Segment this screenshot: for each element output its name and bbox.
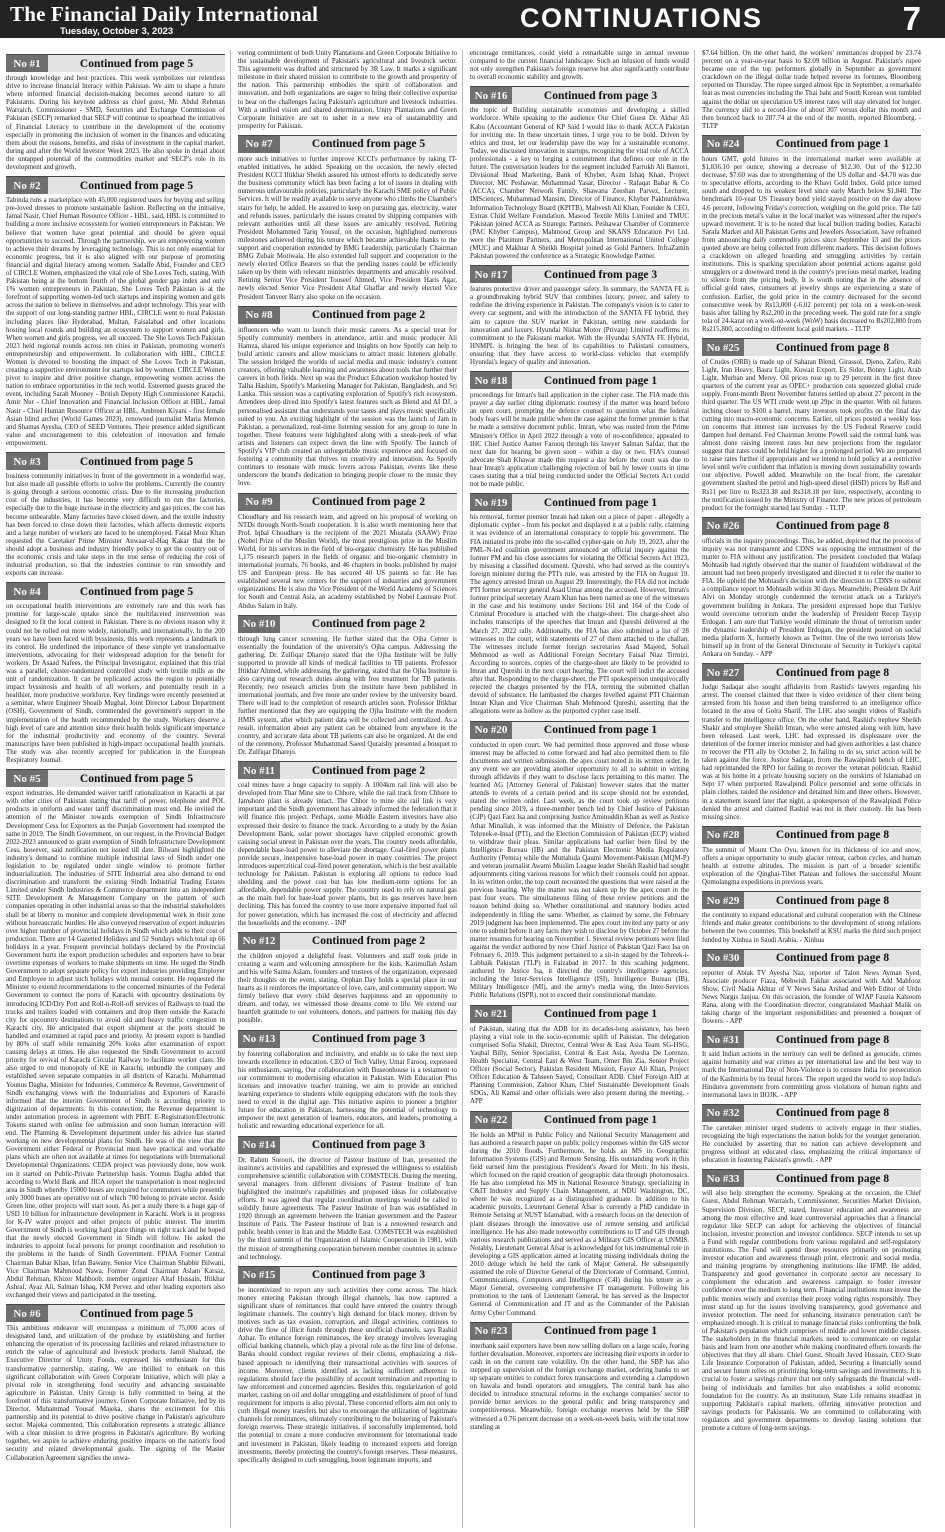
continuation-header bbox=[470, 721, 689, 739]
article-body: coal mines have a huge capacity to supply. A 1004km rail link will also be developed from Thar Mine site to Chhore, while the rail track from Chhore to Jamshoro plant is already intact. The Chhor to mine site rail link is very important and the Sindh government has already informed the federation that it will finance this project. Perhaps, some Middle Eastern investors have also expressed their desire to finance the track. According to a study by the Asian Development Bank, solar power shortages have crippled economic growth causing social unrest in Pakistan over the years. The country needs affordable, dependable base-load power to alleviate the shortage. Coal-fired power plants provide secure, inexpensive base-load power in many countries. The project introduces supercritical coal-fired power generation, which is the best available technology for Pakistan. Pakistan is exploring all options to reduce load shedding and the power cost but has low medium-term options for an affordable, dependable power supply. The country used to rely on natural gas as the main fuel for base-load power plants, but its gas reserves have been declining. This has forced the country to use more expensive imported fuel oil for power generation, which has increased the cost of electricity and affected the households and the economy. - INP bbox=[238, 782, 457, 927]
column-2 bbox=[238, 50, 457, 1528]
continuation-article bbox=[238, 932, 457, 1026]
article-body: the continuity to expand educational and cultural cooperation with the Chinese friends and make greater contributions to the development of strong relations between the two countries. This bookshelf at KSU marks the third such project funded by Xinhua in Saudi Arabia. - Xinhua bbox=[702, 912, 921, 944]
column-4 bbox=[702, 50, 921, 1528]
continuation-label: Continued from page 8 bbox=[744, 1170, 921, 1187]
article-body: vering commitment of both Unity Plantations and Green Corporate Initiative to the sustainable development of Pakistan's agricultural and livestock sector. This agreement was drafted and structured by 3R Law. It marks a significant milestone in their shared mission to contribute to the growth and prosperity of the nation. This partnership embodies the spirit of collaboration and innovation, and both organizations are eager to bring their collective expertise to bear on the challenges facing Pakistan's agriculture and livestock industries. With a unified vision and shared determination, Unity Plantations and Green Corporate Initiative are set to usher in a new era of sustainability and prosperity for Pakistan. bbox=[238, 50, 457, 130]
article-body: his removal, former premier Imran had taken out a piece of paper - allegedly a diplomatic cypher - from his pocket and displayed it at a public rally, claiming it was evidence of an international conspiracy to topple his government. The FIA initiated its probe into the so-called cypher-gate on July 19, 2023, after the PML-N-led coalition government announced an official inquiry against the former PM and his close associates for violating the Official Secrets Act 1923, by misusing a classified document. Qureshi, who had served as the country's foreign minister during the PTI's rule, was arrested by the FIA on August 19. The agency arrested Imran on August 29. Interestingly, the FIA did not include PTI former secretary general Asad Umar among the accused. However, Imran's former principal secretary Azam Khan has been named as one of the witnesses in the case and his testimony under Sections 161 and 164 of the Code of Criminal Procedure is attached with the charge-sheet. The charge-sheet also includes transcripts of the speeches that Imran and Qureshi delivered at the March 27, 2022 rally. Additionally, the FIA has also submitted a list of 28 witnesses to the court, with statements of 27 of them attached to the challan. The witnesses include former foreign secretaries Asad Majeed, Sohail Mehmood as well as Additional Foreign Secretary Faisal Niaz Tirmizi. According to sources, copies of the charge-sheet are likely to be provided to Imran and Qureshi in the next court hearing. The court will indict the accused after that. Responding to the charge-sheet, the PTI spokesperson unequivocally rejected the charges presented by the FIA, terming the submitted challan devoid of substance. He lambasted the charges levelled against PTI Chairman Imran Khan and Vice Chairman Shah Mehmood Qureshi, asserting that the allegations were as hollow as the purported cypher case itself. bbox=[470, 514, 689, 716]
continuation-article bbox=[6, 176, 225, 448]
article-body: the children enjoyed a delightful feast. Volunteers and staff took pride in creating a warm and welcoming atmosphere for the kids. Karimullah Aslam and his wife Saima Aslam, founders and trustees of the organization, expressed their thoughts on the event, stating, Orphan Day holds a special place in our hearts as it reinforces the importance of love, care, and community support. We firmly believe that every child deserves happiness and an opportunity to dream, and today, we witnessed those dreams come to life. We extend our heartfelt gratitude to our volunteers, donors, and partners for making this day possible. bbox=[238, 952, 457, 1025]
article-body: encourage remittances, could yield a remarkable surge in annual revenue compared to the current financial landscape. Such an infusion of funds would not only strengthen Pakistan's foreign reserve but also significantly contribute to overall economic stability and growth. bbox=[470, 50, 689, 82]
newspaper-title: The Financial Daily International bbox=[10, 2, 319, 26]
continuation-article bbox=[702, 50, 921, 131]
continuation-header bbox=[470, 265, 689, 283]
continuation-label: Continued from page 5 bbox=[48, 177, 225, 194]
article-body: Dr. Rahim Soroori, the director of Pasteur Institute of Iran, presented the institute's activities and capabilities and expressed the willingness to establish comprehensive scientific collaboration with COMSTECH. During the meeting, several managers from different divisions of Pasteur Institute of Iran highlighted the institute's capabilities and proposed ideas for collaborative efforts. It was agreed that regular coordination meetings would be called to solidify future agreements. The Pasteur Institute of Iran was established in 1920 through an agreement between the Iranian government and the Pasteur Institute of Paris. The Pasteur Institute of Iran is a renowned research and public health center in Iran and the Middle East. COMSTECH was established by the third summit of the Organization of Islamic Cooperation in 1981, with the mission of strengthening cooperation between member countries in science and technology. bbox=[238, 1156, 457, 1261]
continuation-number: No #32 bbox=[702, 1105, 744, 1122]
article-body: on occupational health interventions are extremely rare and this work has promise for large-scale uptake since the multifaceted intervention was designed to fit the local context in Pakistan. There is no obvious reason why it could not be rolled out more widely, nationally, and internationally. In the 200 years we have been faced with byssinosis, this work represents a landmark in its control. He underlined the importance of these simple yet transformative interventions, advocating for their widespread adoption for the benefit for workers. Dr Asaad Nafees, the Principal Investigator, explained that this trial was a parallel, cluster-randomized controlled study with textile mills as the unit of randomization. It can be replicated across the region to potentially impact byssinosis and health of all workers, and potentially result in a healthier, more productive workforce. Key findings were recently presented at a seminar, where Engineer Shoaib Mughal, Joint Director Labour Department (OSH), Government of Sindh, commended the government's support in the implementation of the health recommended by the study. Workers deserve a high level of care and attention since their health holds significant importance for the industrial productivity and economy of the country. Several manuscripts have been published in high-impact occupational health journals. The study was also recently accepted for publication in the European Respiratory Journal. bbox=[6, 603, 225, 765]
continuation-label: Continued from page 5 bbox=[48, 1305, 225, 1322]
article-body: Choudhary and his research team, and agreed on his proposal of working on NTDs through North-South cooperation. It is also worth mentioning here that Prof. Iqbal Choudhary is the recipient of the 2021 Mustafa (SAAW) Prize (Nobel Prize of the Muslim World), the most prestigious prize in the Muslim World, for his services in the field of bio-organic chemistry. He has published 1,175 research papers in the fields of organic and bio-organic chemistry in international journals, 76 books, and 46 chapters in books published by major US and European press. He has secured 40 US patents so far. He has established several new centers for the support of industries and government organizations. He is also the Vice President of the World Academy of Sciences for South and Central Asia, an academy established by Nobel Laureate Prof. Abdus Salam in Italy. bbox=[238, 513, 457, 610]
column-divider bbox=[230, 50, 231, 1528]
continuation-number: No #6 bbox=[6, 1305, 48, 1322]
continuation-label: Continued from page 2 bbox=[280, 762, 457, 779]
continuation-article bbox=[702, 1104, 921, 1165]
continuation-number: No #27 bbox=[702, 664, 744, 681]
article-body: Tabinda runs a marketplace with 45,000 registered users for buying and selling pre-loved dresses to promote sustainable fashion. Reflecting on the initiative, Jamal Nasir, Chief Human Resource Officer - HBL, said, HBL is committed to building a more inclusive ecosystem for women entrepreneurs in Pakistan. We believe that women have great potential and should be given equal opportunities to succeed. Through the partnership, we are empowering women to achieve their dreams by leveraging technology. This is not only essential for economic progress, but it is also aligned with our purpose of promoting financial and digital literacy among women. Sadaffe Abid, Founder and CEO of CIRCLE Women, emphasized the vital role of She Loves Tech, stating, With Pakistan being at the bottom fourth of the global gender gap index and only 1% women entrepreneurs in Pakistan, She Loves Tech Pakistan is at the forefront of supporting women-led tech startups and inspiring women and girls across the nation to believe in themselves and adopt technology. This year with the support of our long-standing partner HBL, CIRCLE went to rural Pakistan including places like Hyderabad, Multan, Faisalabad and other locations hosting local rounds and building an ecosystem to support women and girls. When women and girls progress, we all succeed. The She Loves Tech Pakistan 2023 held regional rounds across ten cities in Pakistan, promoting women's entrepreneurship and empowerment. In collaboration with HBL, CIRCLE Women is devoted to boosting the impact of She Loves Tech in Pakistan, creating a supportive environment for startups led by women. CIRCLE Women pivot to inspire and drive positive change, empowering women across the nation to embrace opportunities in the tech world. Esteemed guests graced the event, including Sarah Mooney - British Deputy High Commissioner Karachi, Amir Nur - Chief Innovation and Financial Inclusion Officer at HBL, Jamal Nasir - Chief Human Resource Officer at HBL, Ambreen Kiyani - first female Asian blind archer (World Games 2023), renowned journalist Maria Memon and Shamas Ayesha, CEO of SEED Ventures. Their presence added significant value and encouragement to this celebration of innovation and female empowerment. bbox=[6, 197, 225, 447]
continuation-header bbox=[470, 86, 689, 104]
continuation-header bbox=[702, 949, 921, 967]
continuation-number: No #23 bbox=[470, 1323, 512, 1340]
continuation-label: Continued from page 1 bbox=[512, 1006, 689, 1023]
article-body: through knowledge and best practices. This week symbolizes our relentless drive to increase financial literacy within Pakistan. We aim to shape a future where informed financial decision-making becomes second nature to all Pakistanis. During his keynote address as chief guest, Mr. Abdul Rehman Warraich, Commissioner - SMD, Securities and Exchange Commission of Pakistan (SECP) remarked that SECP will continue to spearhead the initiatives of Financial Literacy to contribute in the development of the economy especially in promoting the inclusion of women in the finances and educating them about the reasons, benefits, and risks of investment in the capital market, during and after the World Investor Week 2023. He also spoke in detail about the untapped potential of the commodities market and SECP's role in its development and growth. bbox=[6, 75, 225, 172]
continuation-header bbox=[6, 176, 225, 194]
continuation-header bbox=[238, 1266, 457, 1284]
continuation-number: No #12 bbox=[238, 933, 280, 950]
continuation-number: No #7 bbox=[238, 136, 280, 153]
continuation-header bbox=[6, 582, 225, 600]
continuation-header bbox=[238, 1030, 457, 1048]
continuation-label: Continued from page 3 bbox=[280, 1137, 457, 1154]
continuation-number: No #33 bbox=[702, 1170, 744, 1187]
continuation-article bbox=[702, 1030, 921, 1100]
article-body: reporter of Abtak TV Ayesha Naz, reporter of Talon News Ayman Syed, Associate producer Fiaza, Mehwish Fakhar associated with Add Mahfooz Show, Civil Nadia Akhtar of V News Sana Arshad and Web Editor of Urdu News Nargis Janjua. On this occasion, the founder of WJAP Fauzia Kalsoom Rana, along with the Coordination director, congratulated Mashaal Malik on taking charge of the important responsibilities and presented a bouquet of flowers. - APP bbox=[702, 969, 921, 1026]
continuation-header bbox=[238, 135, 457, 153]
continuation-article bbox=[470, 493, 689, 716]
continuation-article bbox=[6, 769, 225, 1300]
continuation-number: No #20 bbox=[470, 722, 512, 739]
continuation-label: Continued from page 5 bbox=[280, 136, 457, 153]
continuation-article bbox=[470, 86, 689, 261]
article-body: He holds an MPhil in Public Policy and National Security Management and has authored a research paper on public policy responses within the GIS sector during the 2010 floods. Furthermore, he holds an MS in Geographic Information Systems (GIS) and Remote Sensing. His outstanding work in this field earned him the prestigious President's Award for Merit. In his thesis, which focused on the rapid creation of geographic data through photomosaics. He has also completed his MS in National Resource Strategy, specializing in C&IT Industry and Supply Chain Management, at NDU Washington, DC, where he was recognized as a distinguished graduate. In addition to his academic pursuits, Lieutenant General Afsar is currently a PhD candidate in Remote Sensing at NUST Islamabad, with a research focus on the detection of plant diseases through the innovative use of remote sensing and artificial intelligence. He has also made noteworthy contributions to IT and GIS through various research publications and served as a Military GIS Officer at UNMIS. Notably, Lieutenant General Afsar is acknowledged for his instrumental role in developing a GIS application aimed at locating missing individuals during the 2010 deluge which he held the rank of Major General. He subsequently assumed the role of Director General of the Directorate of Command, Control, Communications, Computers and Intelligence (C4I) during his tenure as a Major General, overseeing comprehensive IT management. Following his promotion to the rank of Lieutenant General, he has served as the Inspector General of Communication and IT and as the Commander of the Pakistan Army Cyber Command. bbox=[470, 1131, 689, 1317]
article-body: through lung cancer screening. He further stated that the Ojha Center is essentially the foundation of the university's Ojha campus. Addressing the gathering, Dr. Zulfiqar Dharejo stated that the Ojha Institute will be fully supported to provide all kinds of medical facilities to TB patients. Professor Iftikhar Ahmed, while addressing the gathering, stated that the Ojha Institute is also carrying out research duties along with free treatment for TB patients. Recently, two research articles from the institute have been published in international journals, and five more are under review by the university board. There will lead to the completion of research articles soon. Professor Iftikhar further mentioned that they are equipping the Ojha Institute with the modern HMIS system, after which patient data will be collected and centralized. As a result, information about any patient can be obtained from anywhere in the country, and accurate data about TB patients can also be organized. At the end of the ceremony, Professor Muhammad Saeed Quraishy presented a bouquet to Dr. Zulfiqar Dharejo. bbox=[238, 635, 457, 756]
article-body: The summit of Mount Cho Oyu, known for its thickness of ice and snow, offers a unique opportunity to study glacier retreat, carbon cycles, and human health at extreme altitudes. The mission is part of a broader scientific exploration of the Qinghai-Tibet Plateau and follows the successful Mount Qomolangma expeditions in previous years. bbox=[702, 846, 921, 887]
continuation-article bbox=[238, 50, 457, 131]
continuation-number: No #16 bbox=[470, 87, 512, 104]
continuation-article bbox=[702, 338, 921, 513]
continuation-article bbox=[702, 517, 921, 659]
article-body: features protective driver and passenger safety. In summary, the SANTA FE is a groundbreaking hybrid SUV that combines luxury, power, and safety to redefine the driving experience in Pakistan. The company's vision is to cater to every car segment, and with the introduction of the SANTA FE hybrid, they aim to capture the SUV market in Pakistan, setting new standards for innovation and luxury. Hyundai Nishat Motor (Private) Limited reaffirms its commitment to the Pakistani market. With the Hyundai SANTA FE Hybrid, HNMPL is bringing the best of its capabilities to Pakistani consumers, ensuring that they have access to world-class vehicles that exemplify Hyundai's legacy of quality and innovation. bbox=[470, 286, 689, 366]
continuation-label: Continued from page 3 bbox=[280, 1031, 457, 1048]
continuation-header bbox=[702, 1169, 921, 1187]
continuation-article bbox=[702, 135, 921, 334]
continuation-article bbox=[6, 54, 225, 172]
continuation-label: Continued from page 2 bbox=[280, 616, 457, 633]
continuation-label: Continued from page 8 bbox=[744, 1105, 921, 1122]
continuation-number: No #3 bbox=[6, 453, 48, 470]
continuation-label: Continued from page 1 bbox=[512, 1112, 689, 1129]
continuation-label: Continued from page 5 bbox=[48, 453, 225, 470]
article-body: of Crudes (ORB) is made up of Saharan Blend, Girassol, Djeno, Zafiro, Rabi Light, Iran Heavy, Basra Light, Kuwait Export, Es Sider, Bonny Light, Arab Light, Murban and Merey. Oil prices rose up to 29 percent in the first three quarters of the current year as OPEC+ production cuts squeezed global crude supply. Front-month Brent November futures settled up about 27 percent in the third quarter. The US WTI crude went up 29pc in the quarter. With oil futures inching closer to $100 a barrel, many investors took profits on the final day cutting into macro-economic concerns. Earlier, oil prices posted a weekly loss on concerns that interest rate increases by the US Federal Reserve could dampen fuel demand. Fed Chairman Jerome Powell said the central bank was almost done raising interest rates but new projections from the regulator suggest that rates could be held higher for a prolonged period. We are prepared to raise rates further if appropriate and we intend to hold policy at a restrictive level until we're confident that inflation is moving down sustainability towards our objective, Powell added. Meanwhile on the local front, the caretaker government slashed the petrol and high-speed diesel (HSD) prices by Rs8 and Rs11 per litre to Rs323.38 and Rs318.18 per litre, respectively, according to the notification issued by the Ministry of Finance. The new prices of petroleum product for the fortnight started last Sunday. - TLTP bbox=[702, 359, 921, 512]
continuation-article bbox=[238, 1136, 457, 1262]
continuation-article bbox=[238, 1266, 457, 1465]
continuation-label: Continued from page 8 bbox=[744, 518, 921, 535]
continuation-label: Continued from page 1 bbox=[512, 1323, 689, 1340]
continuation-article bbox=[238, 1030, 457, 1132]
continuation-header bbox=[702, 338, 921, 356]
continuation-header bbox=[702, 826, 921, 844]
continuation-article bbox=[470, 265, 689, 367]
continuation-number: No #13 bbox=[238, 1031, 280, 1048]
article-body: influencers who want to launch their music careers. As a special treat for Spotify community members in attendance, artist and music producer Ali Hamza, shared his unique experience and insights on how Spotify can help to build artistic careers and allow musicians to attract music listeners globally. The session bridged the worlds of social media and music industry's content creators, offering valuable learning and awareness about tools that further their careers in both fields. Next up was the Product Education workshop hosted by Talha Hashim, Spotify's Marketing Manager for Pakistan, Bangladesh, and Sri Lanka. This session was a captivating exploration of Spotify's rich ecosystem. Attendees deep dived into Spotify's latest features such as Blend and AI DJ, a personalised assistant that understands your tastes and plays music specifically suited to you. An exciting highlight of the session was the launch of Jam in Pakistan, a personalized, real-time listening session for any group to tune in together. These features were highlighted along with a sneak-peek of what artists and listeners can expect down the line with Spotify. The launch of Spotify's VIP club created an unforgettable music experience and focused on fostering a community that thrives on creativity and innovation. As Spotify continues to resonate with music lovers across Pakistan, events like these underscore the brand's dedication to bringing people closer to the music they love. bbox=[238, 326, 457, 488]
continuation-header bbox=[702, 663, 921, 681]
continuation-label: Continued from page 3 bbox=[512, 266, 689, 283]
section-title: CONTINUATIONS bbox=[520, 3, 763, 33]
continuation-number: No #4 bbox=[6, 583, 48, 600]
continuation-article bbox=[470, 371, 689, 489]
continuation-header bbox=[238, 761, 457, 779]
continuation-label: Continued from page 2 bbox=[280, 494, 457, 511]
continuation-header bbox=[6, 54, 225, 72]
continuation-label: Continued from page 1 bbox=[512, 722, 689, 739]
continuation-number: No #9 bbox=[238, 494, 280, 511]
continuation-label: Continued from page 8 bbox=[744, 950, 921, 967]
continuation-header bbox=[470, 371, 689, 389]
continuation-label: Continued from page 5 bbox=[48, 55, 225, 72]
continuation-header bbox=[702, 891, 921, 909]
continuation-number: No #21 bbox=[470, 1006, 512, 1023]
continuation-number: No #8 bbox=[238, 307, 280, 324]
continuation-article bbox=[702, 891, 921, 944]
column-divider bbox=[462, 50, 463, 1528]
article-body: the topic of Building sustainable economies and developing a skilled workforce. While speaking to the audience Our Chief Guest Dr. Akbar Ali Kabu (Accountant General of KP Said I would like to thank ACCA Pakistan for inviting me. In these uncertain times, I urge you to be bold. Driven by ethics and trust, let our leadership pave the way for a sustainable economy. Today, we discussed innovation in startups, recognizing the vital role of ACCA professionals - a key to forging a commitment that defines our role in the future. The conversation leaders for the segment included Farrukh Ali Bamori, Divisional Head Marketing, Bank of Khyber, Asim Ishaq Khan, Project Director, MC Peshawar, Muhammad Yasar, Director - Rafaqat Babar & Co (ACCA), Chamber Network Family, Shawana Zeeshan Parvez, Lecturer, IMSciences, Muhammad Mansim, Director of Finance, Khyber Pakhtunkhwa Information Technology Board (KPITB), Mahvesh Ali Khan, Founder & CEO, Extras Child Welfare Foundation. Masood Textile Mills Limited and TMUC Pakistan joined ACCA as Strategic Partners. Peshawar Chamber of Commerce (PAC Khyber Campus), Mahmood Group and SKANS Education Pvt Ltd. were the Platinum Partners, and Metropolitan International United College (MUC) and Makhtar A Sheikh Hospital joined as Gold Partners. InfraZamin Pakistan powered the conference as a Strategic Knowledge Partner. bbox=[470, 107, 689, 261]
continuation-header bbox=[702, 1030, 921, 1048]
continuation-article bbox=[6, 452, 225, 578]
continuation-header bbox=[238, 306, 457, 324]
continuation-article bbox=[702, 663, 921, 822]
continuation-number: No #17 bbox=[470, 266, 512, 283]
continuation-number: No #29 bbox=[702, 892, 744, 909]
continuation-header bbox=[238, 1136, 457, 1154]
article-body: Judge Sadaqat also sought affidavits from Rashid's lawyers regarding his arrest. The counsel claimed that there is video evidence of their client being arrested from his house and then being transferred to an intelligence office located in the area of Golra Sharif. The LHC also sought videos of Rashid's transfer to the intelligence office. On the other hand, Rashid's nephew Sheikh Shakir and employee Sheikh Imran, who were arrested along with him, have been released. Last week, LHC had expressed its displeasure over the detention of the former interior minister and had given authorities a last chance to recover the PTI ally by October 2. In failing to do so, strict action will be taken against the force. Justice Sadaqat, from the Rawalpindi bench of LHC, had reprimanded the RPO for failing to recover the veteran politician. Rashid was at his home in a private housing society on the outskirts of Islamabad on Sept 17 when purported Rawalpindi Police personnel and some officials in plain clothes, raided the residence and detained him and three others. However, in a statement issued later that night, a spokesperson of the Rawalpindi Police denied the arrest and claimed Rashid was not in their custody. He has been missing since. bbox=[702, 684, 921, 821]
article-body: This ambitious endeavor will encompass a minimum of 75,000 acres of designated land, and utilization of the produce by establishing and further enhancing the operation of its processing facilities and related infrastructure to enrich the value of agricultural and livestock products. Jamil Shahzad, the Executive Director of Unity Foods, expressed his enthusiasm for this transformative partnership, stating, We are thrilled to embark on this significant collaboration with Green Corporate Initiative, which will play a pivotal role in strengthening food security and advancing sustainable agriculture in Pakistan. Unity Group is fully committed to being at the forefront of this transformative journey. Green Corporate Initiative, led by its Director, Muhammad Yousaf Majeka, shares the excitement for this partnership and its potential to drive positive change in Pakistan's agriculture sector. Majeka commented, This collaboration represents a strategic alliance with a clear mission to drive progress in Pakistan's agriculture. By working together, we aspire to achieve enduring positive impacts on the nation's food security and related developmental goals. The signing of the Master Collaboration Agreement signifies the unwa- bbox=[6, 1325, 225, 1462]
continuation-label: Continued from page 8 bbox=[744, 664, 921, 681]
column-3 bbox=[470, 50, 689, 1528]
article-body: will also help strengthen the economy. Speaking at the occasion, the Chief Guest, Abdul Rehman Warraich, Commissioner, Securities Market Division, Supervision Division, SECP, stated, Investor education and awareness are among the most effective and least controversial approaches that a financial regulator like SECP can adopt for achieving the objectives of financial inclusion, investor protection and investor confidence. SECP intends to set up a Fund with regular contributions from various regulated and self-regulatory institutions. The Fund will spend these resources primarily on promoting investor education and awareness through print, electronic and social media, and training programs by strengthening institutions like IFMP. He added, Transparency and good governance in corporate sector are necessary to complement the education and awareness campaign to foster investor confidence over the medium to long term. Financial institutions must invest the public monies wisely and exercise their proxy voting rights responsibly. They must stand up for the issues involving transparency, good governance and investor protection. The need for enhancing insurance penetration can't be emphasized enough. It is critical to manage financial risks confronting the bulk of Pakistan's population which comprises of middle and lower middle classes. The stakeholders in the financial markets need to communicate on regular basis and learn from one another while making coordinated efforts towards the objectives that they all share. Chief Guest, Shoaib Javed Hussain, CEO State Life Insurance Corporation of Pakistan, added, Securing a financially sound and secure future relies on prioritizing long-term savings and investments. It is crucial to foster a savings culture that not only safeguards the financial well-being of individuals and families but also establishes a solid economic foundation for the country. As an institution, State Life remains steadfast in supporting Pakistan's capital markets, offering innovative protection and savings products for Pakistanis. We are committed to collaborating with regulators and government departments to develop lasting solutions that promote a culture of long-term savings. bbox=[702, 1190, 921, 1433]
continuation-article bbox=[6, 582, 225, 765]
continuation-number: No #10 bbox=[238, 616, 280, 633]
continuation-number: No #31 bbox=[702, 1031, 744, 1048]
continuation-label: Continued from page 1 bbox=[512, 372, 689, 389]
article-body: of Pakistan, stating that the ADB for its decades-long assistance, has been playing a vital role in the socio-economic uplift of Pakistan. The delegation comprised Sofia Shakil, Director, Central West & East Asia Team SG-HSG, Yaqbal Billy, Senior Specialist, Central & East Asia, Ayesha De Lorenzo, Health Specialist, Central East & West Team, Omer Bin Zia, Senior Project Officer (Social Sector), Pakistan Resident Mission, Fayez Ali Khan, Project Officer Education & Tahseen Sayed, Consultant ADB. Chief Foreign AID at Planning Commission, Zahoor Khan, Chief Sustainable Development Goals SDGs, Ali Kamal and other officials were also present during the meeting. - APP bbox=[470, 1025, 689, 1106]
continuation-article bbox=[6, 1304, 225, 1463]
continuation-number: No #2 bbox=[6, 177, 48, 194]
continuation-header bbox=[238, 493, 457, 511]
continuation-article bbox=[238, 493, 457, 611]
continuation-label: Continued from page 3 bbox=[280, 1267, 457, 1284]
continuation-label: Continued from page 1 bbox=[512, 494, 689, 511]
continuation-label: Continued from page 8 bbox=[744, 1031, 921, 1048]
continuation-number: No #26 bbox=[702, 518, 744, 535]
continuation-label: Continued from page 8 bbox=[744, 339, 921, 356]
article-body: be incentivized to report any such activities they come across. The black money entering Pakistan through illegal channels, has now captured a significant share of remittances that could have entered the country through legitimate channels. The country's high demand for black money, driven by motives such as tax evasion, corruption, and illegal activities, continues to drive the flow of illicit funds through these unofficial channels, says Rashid Azhar. To enhance foreign remittances, the key strategy involves leveraging official banking channels, which play a pivotal role as the first line of defense. Banks should conduct regular reviews of their clients, emphasizing a risk-based approach to identifying their transactional activities with sources of income. Moreover, clients identified as lacking sufficient adherence to regulations should face the possibility of account termination and reporting to law enforcement and concerned agencies. Besides this, regularization of gold market, cashing on oil and dollar smuggling and establishment of proof of fund requirement for imports is also pivotal. These concerted efforts aim not only to curb illegal money transfers but also to encourage the utilization of legitimate channels for remittances, ultimately contributing to the bolstering of Pakistan's foreign reserves. These strategic initiatives, if successfully implemented, hold the potential to create a more conducive environment for international trade and investment in Pakistan, likely leading to increased exports and foreign investments, thereby protecting the country's foreign reserves. These measures, specifically designed to curb smuggling, boost legitimate imports, and bbox=[238, 1286, 457, 1464]
continuation-label: Continued from page 8 bbox=[744, 892, 921, 909]
continuation-label: Continued from page 2 bbox=[280, 933, 457, 950]
continuation-article bbox=[238, 615, 457, 757]
article-body: The caretaker minister urged students to actively engage in their studies, recognizing the high expectations the nation holds for the younger generation. He concluded by asserting that no nation can achieve development and progress without an educated class, emphasizing the critical importance of education in fostering Pakistan's growth. - APP bbox=[702, 1124, 921, 1165]
continuation-header bbox=[238, 932, 457, 950]
continuation-number: No #22 bbox=[470, 1112, 512, 1129]
page-number: 7 bbox=[902, 0, 921, 37]
continuation-number: No #19 bbox=[470, 494, 512, 511]
continuation-header bbox=[702, 1104, 921, 1122]
continuation-label: Continued from page 3 bbox=[512, 87, 689, 104]
continuation-header bbox=[470, 1322, 689, 1340]
article-body: by fostering collaboration and inclusivity, and enable us to take the next step towards excellence in education. CEO of Tech Valley, Umar Farooq, expressed his enthusiasm, saying, Our collaboration with Buseonhouse is a testament to our commitment to modernising education in Pakistan. With Education Plus licenses and innovative teacher training, we aim to provide an enriched learning experience to students while equipping educators with the tools they need to excel in the digital age. This initiative aspires to pioneer a brighter future for education in Pakistan, harnessing the potential of technology to empower the next generation of learners, educators, and leaders, promoting a holistic and rewarding educational experience for all. bbox=[238, 1050, 457, 1131]
continuation-article bbox=[702, 826, 921, 887]
continuation-article bbox=[470, 721, 689, 1001]
article-body: It said Indian actions in the territory can well be defined as genocide, crimes against humanity and war crimes as per international law and the best way to mark the International Day of Non-Violence is to censure India for persecution of the Kashmiris by its brutal forces. The report urged the world to stop India's Hindutva government from committing gross violations of human rights and international laws in IIOJK. - APP bbox=[702, 1051, 921, 1099]
continuation-article bbox=[238, 306, 457, 489]
continuation-article bbox=[702, 949, 921, 1027]
continuation-number: No #14 bbox=[238, 1137, 280, 1154]
continuation-number: No #11 bbox=[238, 762, 280, 779]
continuation-header bbox=[702, 135, 921, 153]
column-divider bbox=[694, 50, 695, 1528]
article-body: more such initiatives to further improve KCCI's performance by taking IT-enabled initiatives, he added. Speaking on the occasion, the newly elected President KCCI Iftikhar Sheikh assured his utmost efforts to dedicatedly serve the business community which has been facing a lot of issues in dealing with numerous unfavourable policies, particularly the Karachi SME policy of Public Services. It will be readily available to serve anyone who climbs the Chamber's stairs for help, he added. He assured to keep on pursuing gas, electricity, water and refunds issues, particularly the issues created by shipping companies with relevant authorities until all these issues are amicably resolved. Retiring President Mohammed Tariq Yousuf, on the occasion, highlighted numerous milestones achieved during his tenure which became achievable thanks to the support and cooperation extended by BMG Leadership, particularly Chairman BMG Zubair Motiwala. He also extended full support and cooperation to the newly elected Office Bearers so that the pending issues could be efficiently taken up by them with relevant ministries departments and amicably resolved. Retiring Senior Vice President Touseef Ahmed, Vice President Haris Agar, newly elected Senior Vice President Altaf Ghaffar and newly elected Vice President Tanveer Barry also spoke on the occasion. bbox=[238, 155, 457, 301]
continuation-article bbox=[238, 761, 457, 928]
continuation-header bbox=[6, 1304, 225, 1322]
article-body: interbank said exporters have been now selling dollars on a large scale, fearing further devaluation. Moreover, exporters are increasing their exports in order to cash in on the current rate volatility. On the other hand, the SBP has also stepped up supervision of the foreign exchange market, ordering banks to set up separate entities to conduct forex transactions and extending a clampdown on hawala and hundi operators and smugglers. The central bank has also decided to introduce structural reforms in the exchange companies' sector to provide better services to the general public and bring transparency and competitiveness. Meanwhile, foreign exchange reserves held by the SBP witnessed a 0.76 percent decrease on a week-on-week basis, with the total now standing at bbox=[470, 1342, 689, 1431]
article-body: officials in the inquiry proceedings. This, he added, depicted that the process of inquiry was not transparent and CDNS was opposing the entrustment of the matter to FIA without any justification. The president concluded that Wafaqi Mohtasib had rightly observed that the matter of fraudulent withdrawal of the amount had not been properly investigated and directed it to refer the matter to FIA. He upheld the Mohtasib's decision with the direction to CDNS to submit a compliance report to Mohtasib within 30 days. Meanwhile, President Dr Arif Alvi on Monday strongly condemned the terrorist attack on a Turkiye's government building in Ankara. The president expressed hope that Turkiye would overcome terrorism under the leadership of President Recep Tayyip Erdogan. I am sure that Turkiye would eliminate the threat of terrorism under the dynamic leadership of President Erdogan, the president posted on social media platform X, formerly known as Twitter. One of the two terrorists blew himself up in front of the General Directorate of Security in Turkiye's capital Ankara on Sunday. - APP bbox=[702, 537, 921, 659]
masthead bbox=[0, 0, 945, 38]
continuation-article bbox=[470, 1322, 689, 1432]
continuation-number: No #30 bbox=[702, 950, 744, 967]
continuation-header bbox=[6, 769, 225, 787]
continuation-number: No #1 bbox=[6, 55, 48, 72]
article-body: export industries. He demanded waiver tariff rationalization in Karachi at par with other cities of Pakistan stating that tariff of power, telephone and POL products in uniform and water tariff discrimination must end. He invited the attention of the Minister towards exemption of Sindh Infrastructure Development Cess for Exporters as the Punjab Government had exempted the same in 2019. The Sindh Government, on our request, in the Provincial Budget 2022-2023 announced to grant exemption of Sindh Infrastructure Development Cess, however, said notification not issued till date. Bilwani highlighted the industry's demand to combine multiple industrial laws of Sindh under one legislation to be regulated under single window to promote further industrialization. The industries of SITE Industrial area also demand to end discrimination and transform the existing Sindh Industrial Trading Estates Limited under Sindh Industries & Commerce department into an independent SITE Development & Management Company on the pattern of such companies operating in other industrial areas so that the industrial stakeholders shall be at liberty to monitor and complete developmental work in their zone without bureaucratic hurdles. He also conveyed reservation of export industries over higher number of provincial holidays in Sindh which adds to their cost of production. There are 14 Gazetted Holidays and 52 Sundays which total up 66 holidays in a year. Frequent provincial holidays declared by the Provincial Government hurts the export production schedules and exporters have to bear overtime expenses of workers to make shipments on time. He urged the Sindh Government to adopt separate policy for export industries providing Employer and Employee to adjust such holidays with mutual consent. He requested the Minister to extend recommendations to the concerned ministries of the Federal Government to connect the ports of Karachi with upcountry destinations by introducing ICD/Dry Port and Roll-n-Roll-off services of Railways to load the trucks and trailers loaded with containers and drop them outside the Karachi city for upcountry destinations to avoid old and heavy traffic congestion in Karachi city. He anticipated that export shipment at the ports should be handled and examined at rapid pace and priority. At present export is handled by 80% of staff while remaining 20% looks after examination of export causing delays at times. He also requested the Sindh Government to accord priority for revival of Karachi Circular Railway to facilitate worker class. He also urged to end monopoly of KE in Karachi, unbundle the company and established seven separate companies in all districts of Karachi. Muhammad Younus Dagha, Minister for Industries, Commerce & Revenue, Government of Sindh exchanging views with the Industrialists and Exporters of Karachi informed that the interim Government of Sindh is according priority to digitization of departments. In this connection, the Revenue department is under automation process in agreement with PBIT. E-Registration/Electronic Tokens started with online fee submission and soon human interaction will end. The Planning & Development department under his advice has started working on new developmental plans for Sindh. He was of the view that the Government either Federal or Provincial must have practical and workable plans which are often not available at times for negotiations with International Developmental Organizations. CEDA project was previously done, now work on it started on Public-Private Partnership basis. Younus Dagha added that according to World Bank and JICA report the transportation is most neglected area in Sindh whereby 15000 buses are required for commuters while presently only 3000 buses are operative out of which 700 belong to private sector. Aside Green line, other projects will start soon. As per a study there is a huge gap of USD 10 billion for infrastructure development in Karachi. Work is in progress for K-IV water project and other projects of public interest. The interim Government of Sindh is working hard place things on right track and he hoped that the newly elected Government in Sindh will follow. He asked the industries to appoint focal persons for prompt coordination and resolution to the problems in the hands of Sindh Government. FPIAA Former Central Chairman Babar Khan, Irfan Bawany, Senior Vice Chairman Shabbir Bilwani, Vice Chairman Mahmood Nawa, Former Zonal Chairman Aslam Karsaz, Abdul Rehman, Khizer Mahboob, member organizer Altaf Hussain, Iftikhar Ashraf, Ayaz Ali, Salman Ishaq, KM Pervez and other leading exporters also exchanged their views and participated in the meeting. bbox=[6, 790, 225, 1299]
continuation-article bbox=[238, 135, 457, 302]
continuation-number: No #24 bbox=[702, 136, 744, 153]
continuation-article bbox=[702, 1169, 921, 1433]
continuation-number: No #25 bbox=[702, 339, 744, 356]
continuation-number: No #28 bbox=[702, 827, 744, 844]
continuation-header bbox=[470, 1111, 689, 1129]
continuation-header bbox=[470, 1005, 689, 1023]
continuation-header bbox=[6, 452, 225, 470]
issue-date: Tuesday, October 3, 2023 bbox=[60, 26, 174, 37]
continuation-number: No #18 bbox=[470, 372, 512, 389]
continuation-label: Continued from page 5 bbox=[48, 583, 225, 600]
article-body: conducted in open court. We had permitted those approved and those whose interest may be affected to come forward and had also permitted them to file documents and written submission, the apex court noted in its written order. In any event we are providing another opportunity to all to submit in writing through affidavits if they want to disclose facts pertaining to this matter. The learned AG [Attorney General of Pakistan] however states that the matter attends to events of a certain period and its scope should not be extended, stated the written order. Last week, as the court took up review petitions pending since 2019, a three-member bench led by Chief Justice of Pakistan (CJP) Qazi Faez Isa and comprising Justice Aminuddin Khan as well as Justice Athar Minallah, it was informed that the Ministry of Defence, the Pakistan Tehreek-e-Insaf (PTI), and the Election Commission of Pakistan (ECP) wished to withdraw their pleas. Similar applications had earlier been filed by the Intelligence Bureau (IB) and the Pakistan Electronic Media Regulatory Authority (Pemra) while the Muttahida Qaumi Movement-Pakistan (MQM-P) and veteran journalist Awami Muslim League leader Sheikh Rashid had sought adjournments citing various reasons for which their counsels could not appear. In its written order, the top court recounted the questions that were raised at the previous hearing. Why the matter was not taken up by the apex court in the past four years. The simultaneous filing of these review petitions and the reason behind doing so. Whether constitutional and statutory bodies acted independently in filing the same. Whether, as claimed by some, the February 2019 judgment has been implemented. The apex court invited any party or any one to submit before it any facts they wish to disclose by October 27 before the matter resumes for hearing on November 1. Several review petitions were filed against the verdict authored by now Chief Justice of Pakistan Qazi Faez Isa on February 6, 2019. This judgment pertained to a sit-in staged by the Tehreek-i-Labbaik Pakistan (TLP) in Faizabad in 2017. In this scathing judgment, authored by Justice Isa, it directed the country's intelligence agencies, including the Inter-Services Intelligence (ISI), Intelligence Bureau (IB), Military Intelligence (MI), and the army's media wing, the Inter-Services Public Relations (ISPR), not to exceed their constitutional mandate. bbox=[470, 741, 689, 1000]
continuation-article bbox=[470, 1005, 689, 1107]
article-body: hours GMT, gold futures in the international market were available at $1,836.10 per ounce, showing a decrease of $12.30. Out of the $12.30 decrease, $7.60 was due to strengthening of the US dollar and -$4.70 was due to speculative efforts, according to the Khavi Gold Index. Gold price turned south and dropped to its weakest level since early March below $1,840. The benchmark 10-year US Treasury bond yield stayed positive on the day above 4.6 percent, following Friday's correction, weighing on the gold price. The fall in the precious metal's value in the local market was witnessed after the rupee's upward movement. It is to be noted that local bullion trading bodies, Karachi Sarafa Market and All Pakistan Gems and Jewelers Association, have refrained from announcing daily commodity prices since September 13 and the prices quoted above are being collected from different markets. This decision follows a crackdown on alleged hoarding and smuggling activities by certain institutions. This is sparking speculation about potential actions against gold smugglers or a downward trend in the country's precious metal market, leading to silence from the pricing body. It is worth noting that in the absence of official gold rates, consumers at jewelry shops are experiencing a state of confusion. Earlier, the gold price in the country decreased for the second consecutive week by Rs13,000 (-6.02 percent) per tola on a week-on-week basis after falling by Rs2,200 in the preceding week. The gold rate for a single tola of 24-karat on a week-on-week (WoW) basis decreased to Rs202,800 from Rs215,800, according to different local gold markets. - TLTP bbox=[702, 155, 921, 333]
article-body: business community initiatives in front of the government in a wonderful way, but also made all possible efforts to solve the problems. Currently the country is going through a serious economic crisis. Due to the increasing production cost of the industries, it has become very difficult to run the factories, especially due to the huge increase in the electricity and gas prices, the cost has become unbearable. Many factories have closed down, and the textile industry has been forced to close down their factories, which affects domestic exports and a large number of workers are faced to be unemployed. Faisal Moiz Khan requested the Caretaker Prime Minister Anwaar-ul-Haq Kakar that the he should adopt a business and industry friendly policy to get the country out of the economic crisis and take steps in the true sense of reducing the cost of industrial production, so that the industries continue to run smoothly and exports can increase. bbox=[6, 473, 225, 578]
article-body: proceedings for Imran's bail application in the cipher case. The FIA made this prayer a day earlier citing diplomatic courtesy if the matter was heard before an open court, prompting the defence counsel to question what the federal body fears will be made public when the case against the former premier is that he made a sensitive document public. Imran, who was ousted from the Prime Minister's Office in April 2022 through a vote of no-confidence, appealed to IHC Chief Justice Aamer Farooq through his lawyer Salman Safdar, that the next date for hearing be given soon - within a day or two. FIA's counsel advocate Shah Khawar made this request a day before the court was due to hear Imran's application challenging rejection of bail by lower courts in time cases stating that a trial being conducted under the Official Secrets Act could not be made public. bbox=[470, 392, 689, 489]
continuation-header bbox=[470, 493, 689, 511]
continuation-article bbox=[470, 1111, 689, 1318]
continuation-article bbox=[470, 50, 689, 82]
continuation-number: No #15 bbox=[238, 1267, 280, 1284]
continuation-label: Continued from page 2 bbox=[280, 307, 457, 324]
column-1 bbox=[6, 50, 225, 1528]
article-body: $7.64 billion. On the other hand, the workers' remittances dropped by 23.74 percent on a year-on-year basis to $2.09 billion in August. Pakistan's rupee became one of the top performers globally in September as government crackdown on the illegal dollar trade helped reverse its fortunes, Bloomberg reported on Thursday. The rupee surged almost 6pc in September, a remarkable feat as most currencies including the Thai baht and South Korean won tumbled against the dollar on speculation US interest rates will stay elevated for longer. The currency slid to a record-low of about 307 versus dollar this month and then bounced back to 287.74 at the end of the month, reported Bloomberg. - TLTP bbox=[702, 50, 921, 130]
continuation-label: Continued from page 1 bbox=[744, 136, 921, 153]
continuation-header bbox=[702, 517, 921, 535]
continuation-label: Continued from page 8 bbox=[744, 827, 921, 844]
continuation-number: No #5 bbox=[6, 770, 48, 787]
continuation-header bbox=[238, 615, 457, 633]
continuation-label: Continued from page 5 bbox=[48, 770, 225, 787]
